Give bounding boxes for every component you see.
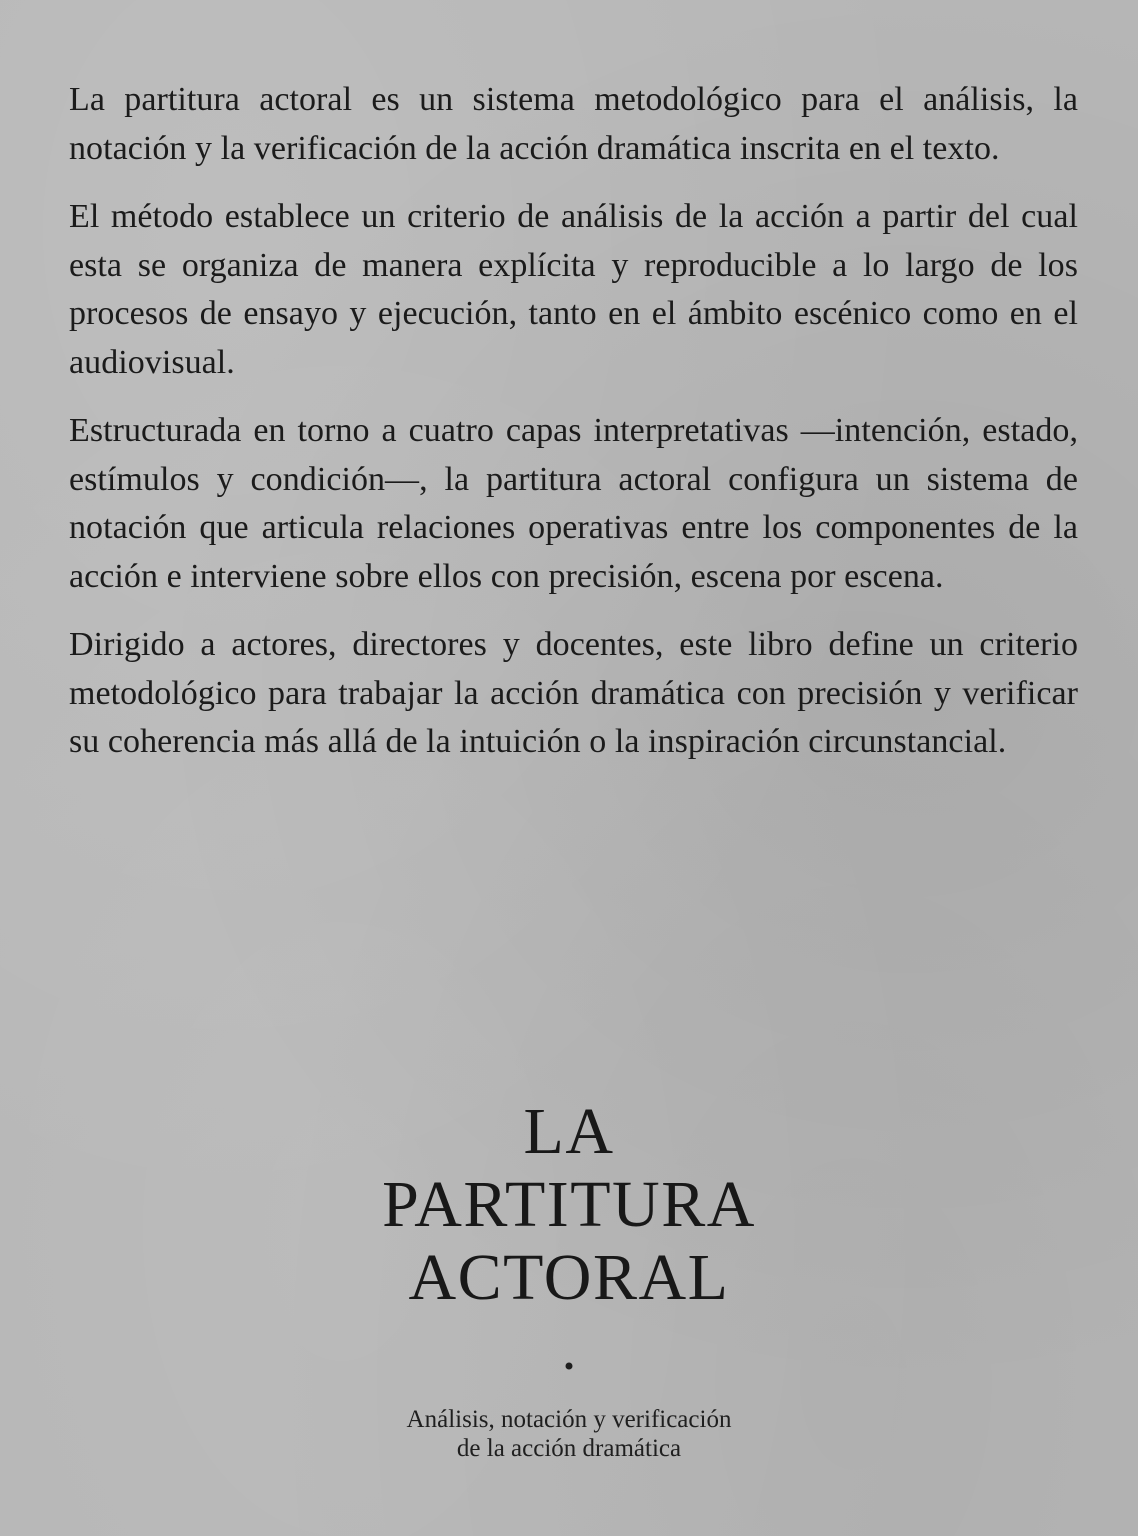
synopsis-paragraph-4: Dirigido a actores, directores y docentes, este libro define un criterio metodológico para trabajar la acción dramática con precisión y verificar su coherencia más allá de la intuición o la inspiración circunstancial. — [69, 626, 1078, 760]
synopsis-paragraph-2: El método establece un criterio de análisis de la acción a partir del cual esta se organiza de manera explícita y reproducible a lo largo de los procesos de ensayo y ejecución, tanto en el ámbito escénico como en el audiovisual. — [69, 198, 1078, 381]
title-line-3: ACTORAL — [408, 1241, 730, 1314]
subtitle-line-1: Análisis, notación y verificación — [406, 1406, 732, 1433]
subtitle-line-2: de la acción dramática — [456, 1435, 682, 1462]
synopsis-paragraph-1: La partitura actoral es un sistema metodológico para el análisis, la notación y la verificación de la acción dramática inscrita en el texto. — [69, 81, 1078, 167]
ornament-dot — [566, 1363, 573, 1370]
book-title — [0, 1095, 1138, 1314]
title-line-2: PARTITURA — [382, 1168, 756, 1241]
book-subtitle — [0, 1405, 1138, 1463]
synopsis-paragraph-3: Estructurada en torno a cuatro capas interpretativas —intención, estado, estímulos y condición—, la partitura actoral configura un sistema de notación que articula relaciones operativas entre los componentes de la acción e interviene sobre ellos con precisión, escena por escena. — [69, 412, 1078, 595]
synopsis-text — [69, 76, 1078, 787]
title-line-1: LA — [523, 1095, 615, 1168]
ornament-divider — [365, 1360, 773, 1372]
